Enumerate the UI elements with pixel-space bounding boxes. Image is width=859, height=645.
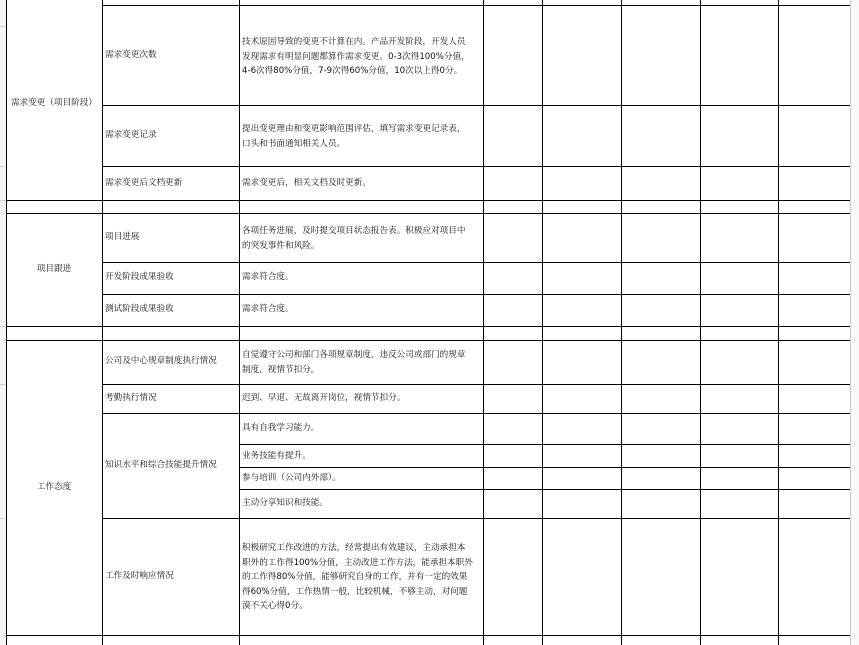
item-name: 项目进展 xyxy=(105,232,140,242)
row-line xyxy=(102,518,851,519)
item-desc: 需求变更后，相关文档及时更新。 xyxy=(242,178,371,188)
item-desc: 积极研究工作改进的方法，经常提出有效建议，主动承担本 职外的工作得100%分值，主动改进工作方法，能承担本职外 的工作得80%分值，能够研究自身的工作，并有一定的效果 得60%分值，工作热情一般，比较机械，不够主动，对问题 漠不关心得0分。 xyxy=(242,543,473,611)
row-gutter-tick xyxy=(0,26,6,27)
item-name: 考勤执行情况 xyxy=(105,393,157,403)
row-line xyxy=(102,413,851,414)
item-name: 工作及时响应情况 xyxy=(105,571,174,581)
row-line xyxy=(102,105,851,106)
col-line xyxy=(542,0,543,645)
item-desc-sub: 参与培训（公司内外部）。 xyxy=(242,473,341,483)
row-gutter-tick xyxy=(0,518,6,519)
item-desc: 各项任务进展，及时提交项目状态报告表。积极应对项目中 的突发事件和风险。 xyxy=(242,226,466,251)
item-desc: 需求符合度。 xyxy=(242,272,294,282)
item-name: 需求变更后文档更新 xyxy=(105,178,183,188)
row-line xyxy=(102,5,851,6)
section-label-demand-change: 需求变更（项目阶段） xyxy=(11,98,97,108)
item-name: 公司及中心规章制度执行情况 xyxy=(105,356,217,366)
item-desc: 需求符合度。 xyxy=(242,304,294,314)
row-gutter-tick xyxy=(0,200,6,201)
section-label-work-attitude: 工作态度 xyxy=(36,482,72,492)
item-name: 知识水平和综合技能提升情况 xyxy=(105,460,217,470)
item-name: 开发阶段成果验收 xyxy=(105,272,174,282)
col-line xyxy=(778,0,779,645)
item-desc: 自觉遵守公司和部门各项规章制度，违反公司或部门的规章 制度，视情节扣分。 xyxy=(242,350,466,375)
row-line xyxy=(239,444,851,445)
item-desc-sub: 主动分享知识和技能。 xyxy=(242,498,328,508)
vertical-scrollbar-track[interactable] xyxy=(850,0,859,645)
row-gutter-tick xyxy=(0,384,6,385)
row-gutter-tick xyxy=(0,326,6,327)
col-line xyxy=(483,0,484,645)
row-line xyxy=(239,489,851,490)
item-name: 需求变更次数 xyxy=(105,50,157,60)
col-line xyxy=(239,0,240,645)
item-desc: 迟到、早退、无故离开岗位，视情节扣分。 xyxy=(242,393,406,403)
item-desc-sub: 具有自我学习能力。 xyxy=(242,423,320,433)
item-desc-sub: 业务技能有提升。 xyxy=(242,451,311,461)
row-line xyxy=(102,294,851,295)
item-desc: 提出变更理由和变更影响范围评估，填写需求变更记录表， 口头和书面通知相关人员。 xyxy=(242,124,466,149)
row-line xyxy=(102,166,851,167)
col-line xyxy=(621,0,622,645)
row-line xyxy=(6,635,851,636)
row-line xyxy=(6,326,851,327)
col-line xyxy=(700,0,701,645)
spreadsheet-grid xyxy=(6,0,851,645)
col-line xyxy=(102,0,103,645)
item-name: 需求变更记录 xyxy=(105,130,157,140)
row-line xyxy=(102,384,851,385)
row-line xyxy=(239,467,851,468)
row-line xyxy=(6,213,851,214)
row-line xyxy=(6,200,851,201)
row-gutter-tick xyxy=(0,166,6,167)
item-name: 测试阶段成果验收 xyxy=(105,304,174,314)
item-desc: 技术原因导致的变更不计算在内。产品开发阶段，开发人员 发现需求有明显问题都算作需求变更。0-3次得100%分值， 4-6次得80%分值，7-9次得60%分值，10次以上得0分。 xyxy=(242,37,470,76)
row-line xyxy=(6,340,851,341)
row-line xyxy=(102,262,851,263)
section-label-project-tracking: 项目跟进 xyxy=(36,264,72,274)
